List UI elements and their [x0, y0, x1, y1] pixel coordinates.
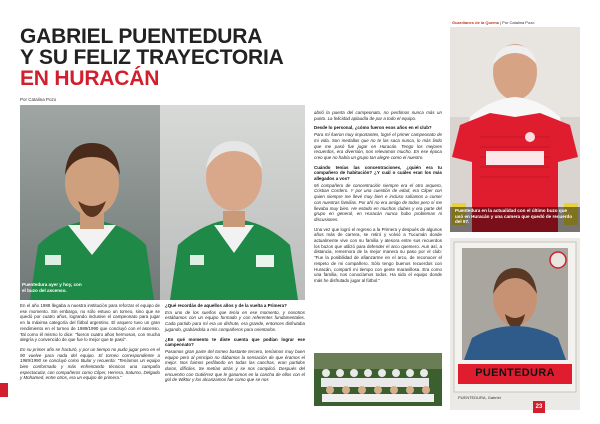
team-photo-illustration — [314, 353, 442, 406]
column-2 — [165, 303, 305, 387]
article-title — [20, 26, 305, 89]
players-photo — [20, 105, 305, 300]
sticker-name: PUENTEDURA — [475, 367, 555, 379]
title-line-2: Y SU FELIZ TRAYECTORIA — [20, 46, 284, 69]
title-line-3: EN HURACÁN — [20, 67, 160, 90]
players-photo-illustration — [20, 105, 305, 300]
shirt-photo — [450, 27, 580, 232]
col3-answer-2: Mi compañero de concentración siempre era el otro arquero, Cristian Cordero. Y por una cuestión de edad, era Cilper con quien siempre me llevé muy bien e incluso salíamos a comer con nuestras familias. Por ahí no era amigo de todos pero sí me llevaba muy bien. He estado en muchos clubes y era parte del grupo en general, en Huracán nunca hubo problemas ni discusiones. — [314, 182, 442, 222]
column-1 — [20, 303, 160, 385]
col3-para-final: Una vez que logró el regreso a la Primera y después de algunos años más de carrera, se retiró y volvió a Tucumán donde actualmente vive con su familia y atesora entre sus recuerdos los buzos que utilizó para defender el arco quemero. Aun así, a distancia, rememora de la mejor manera su paso por el club: "Fue la posibilidad de afianzarme en el arco, de reconocer el respeto de mi compañero. Sólo tengo buenos recuerdos con Huracán, compartí mi tiempo con gente maravillosa. Era como una familia, nos conocíamos todos. Ha sido el equipo donde más he disfrutado jugar al fútbol." — [314, 226, 442, 283]
col1-para-2: En su primer año se fracturó, y por un tiempo no pudo jugar pero en el 90 vuelve para nada del equipo. El torneo correspondiente a 1989/1990 se concluyó como titular y recuerda: "Teníamos un equipo bien conformado y más enfrentando técnicos una campaña espectacular, con compañeros como Cilper, Herrera, Saturno, Delgado y Mohamed, entre otros, era un equipo de primera." — [20, 346, 160, 381]
player-sticker — [450, 238, 580, 410]
col2-answer-1: Era uno de los sueños que tenía en ese momento, y nosotros estábamos con un equipo formado y con referentes fundamentales. Cada partido para mí era un disfrute, era grande, entonces disfrutaba jugando, grabándola a mis compañeros para orientarlos. — [165, 309, 305, 332]
col2-question-1: ¿Qué recordás de aquellos años y de la vuelta a Primera? — [165, 303, 287, 308]
shirt-photo-illustration — [450, 27, 580, 232]
section-name: Guardianes de la Quema — [452, 20, 499, 25]
photo-caption-right: Puentedura en la actualidad con el último buzo que usó en Huracán y una camera que quedó de recuerdo del 97. — [455, 208, 573, 225]
sticker-illustration — [450, 238, 580, 410]
section-header — [452, 20, 534, 25]
photo-caption-left: Puentedura ayer y hoy, con el buzo del ascenso. — [22, 282, 82, 293]
col3-answer-1: Para mí fueron muy importantes, logré el primer campeonato de mi vida. Son medallas que no te las saca nunca, lo más lindo que me pasó fue jugar en Huracán. Tengo los mejores recuerdos, era diversión, nos relevamos mucho. En ese época creo que no había un grupo tan alegre como el nuestro. — [314, 132, 442, 160]
red-tab-marker — [0, 383, 8, 397]
team-photo — [314, 353, 442, 406]
col3-question-1: Desde lo personal, ¿cómo fueron esos años en el club? — [314, 125, 432, 131]
title-line-1: GABRIEL PUENTEDURA — [20, 25, 263, 48]
col2-answer-2: Pasamos gran parte del torneo bastante tercero, teníamos muy buen equipo pero al principio no dábamos la sensación de que éramos el mejor. Nos fuimos perfilando en todas las canchas, eran partidos duros, difíciles. Se metían atrás y se nos complicó. Después del encuentro con Gutiérrez que le ganamos en la cancha de ellos con el gol de Wiktor y los alcanzamos fue como que se nos — [165, 348, 305, 383]
section-author: | Por Catalina Pozo — [500, 20, 535, 25]
byline: Por Catalina Pozo — [20, 97, 57, 102]
col2-question-2: ¿En qué momento te diste cuenta que podían lograr ese campeonato? — [165, 336, 305, 348]
column-3 — [314, 110, 442, 288]
col3-question-2: Cuándo tenías las concentraciones, ¿quién era tu compañero de habitación? ¿Y cuál o cuáles eran los más allegados a vos? — [314, 164, 442, 182]
page-number: 23 — [533, 401, 545, 413]
sticker-fullname: PUENTEDURA, Gabriel — [458, 395, 501, 400]
col3-para-1: abrió la puerta del campeonato, no perdimos nunca más un punto. La felicidad aplaudía de par a todo el equipo. — [314, 110, 442, 121]
col1-para-1: En el año 1988 llegaba a nuestra institución para reforzar el equipo de ese momento. Sin embargo, no sólo estuvo un torneo, sino que se quedó por cuatro años, logrando inclusive el campeonato para jugar en la máxima categoría del fútbol argentino. El arquero tuvo un gran rendimiento en el torneo de 1989/1990 que concluyó con el ascenso. Tal como él mismo lo dice: "fueron cuatro años hermosos, con mucha alegría y convencido de que fue lo mejor que te pasó". — [20, 303, 160, 343]
